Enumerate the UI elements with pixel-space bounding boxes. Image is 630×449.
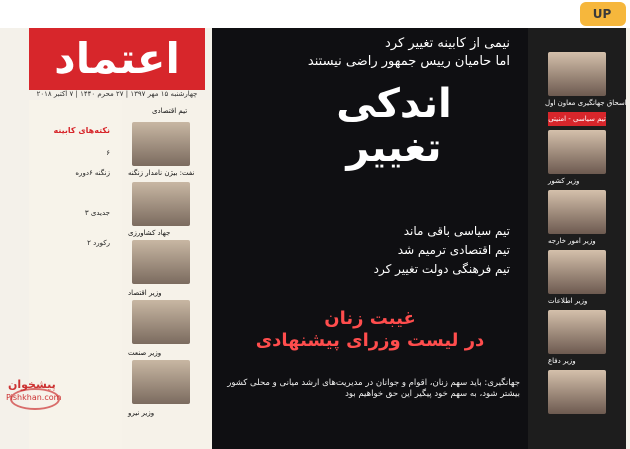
left-item-3: ۳ جدیدی — [84, 209, 110, 217]
masthead-date: چهارشنبه ۱۵ مهر ۱۳۹۷ | ۲۷ محرم ۱۴۴۰ | ۷ اکتبر ۲۰۱۸ — [36, 90, 198, 98]
right-photo-6 — [548, 370, 606, 414]
mid-caption-3: وزیر اقتصاد — [128, 289, 162, 297]
watermark-top: پیشخوان — [8, 378, 56, 391]
mid-team-label: تیم اقتصادی — [152, 107, 188, 115]
site-logo: UP — [592, 7, 612, 21]
right-photo-1 — [548, 52, 606, 96]
right-photo-3 — [548, 190, 606, 234]
right-photo-2 — [548, 130, 606, 174]
photo-1 — [132, 122, 190, 166]
masthead-logo: اعتماد — [29, 28, 205, 90]
headline-bullets: تیم سیاسی باقی ماند تیم اقتصادی ترمیم شد تیم فرهنگی دولت تغییر کرد — [373, 224, 510, 276]
photo-4 — [132, 300, 190, 344]
left-item-1: ۶ — [106, 149, 110, 157]
mid-caption-4: وزیر صنعت — [128, 349, 162, 357]
right-team-label: تیم سیاسی - امنیتی — [548, 112, 606, 126]
red-headline: غیبت زنان در لیست وزرای پیشنهادی — [255, 308, 485, 351]
kicker: نیمی از کابینه تغییر کرد اما حامیان رییس جمهور راضی نیستند — [307, 36, 510, 69]
right-photo-5 — [548, 310, 606, 354]
main-headline: اندکی تغییر — [336, 81, 452, 171]
photo-5 — [132, 360, 190, 404]
left-section-title: نکته‌های کابینه — [53, 126, 110, 135]
right-caption-4: وزیر اطلاعات — [548, 297, 588, 305]
left-item-2: زنگنه ۶دوره — [75, 169, 110, 177]
top-strip — [0, 0, 630, 28]
right-caption-5: وزیر دفاع — [548, 357, 576, 365]
mid-caption-2: جهاد کشاورزی — [128, 229, 171, 237]
lead-text: جهانگیری: باید سهم زنان، اقوام و جوانان در مدیریت‌های ارشد میانی و محلی کشور بیشتر شود، به سهم خود پیگیر این حق خواهیم بود — [227, 378, 520, 399]
mid-caption-5: وزیر نیرو — [128, 409, 155, 417]
watermark-bottom: Pishkhan.com — [6, 393, 62, 402]
photo-2 — [132, 182, 190, 226]
mid-caption-1: نفت: بیژن نامدار زنگنه — [128, 169, 195, 177]
right-caption-1: اسحاق جهانگیری معاون اول — [545, 99, 627, 107]
right-caption-2: وزیر کشور — [548, 177, 580, 185]
photo-3 — [132, 240, 190, 284]
right-caption-3: وزیر امور خارجه — [548, 237, 596, 245]
left-item-4: ۲ رکورد — [87, 239, 110, 247]
right-photo-4 — [548, 250, 606, 294]
